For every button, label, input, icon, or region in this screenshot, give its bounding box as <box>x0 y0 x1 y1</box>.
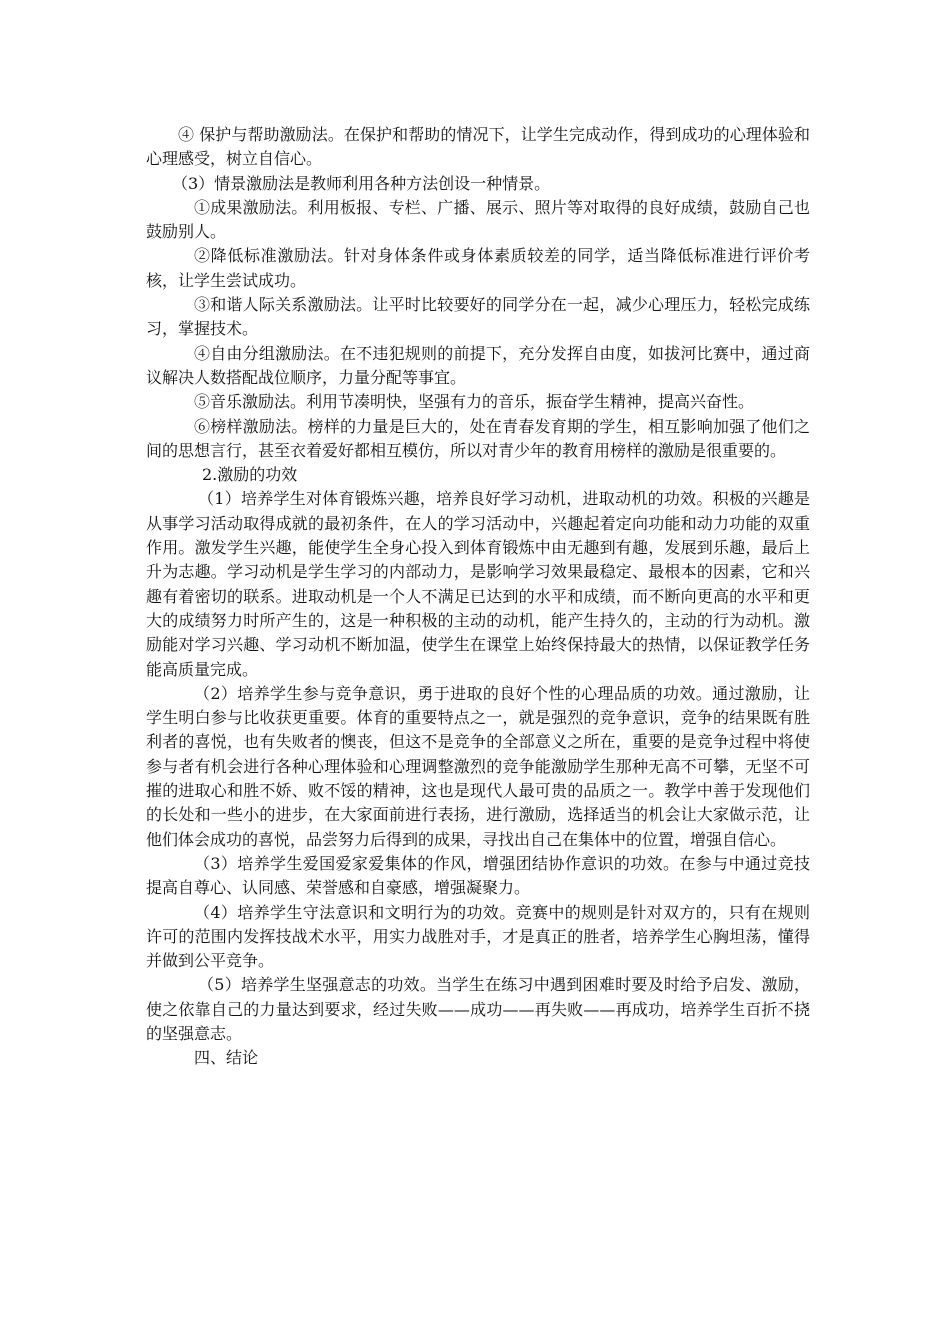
paragraph-effect-1: （1）培养学生对体育锻炼兴趣，培养良好学习动机，进取动机的功效。积极的兴趣是从事学习活动取得成就的最初条件，在人的学习活动中，兴趣起着定向功能和动力功能的双重作用。激发学生兴趣，能使学生全身心投入到体育锻炼中由无趣到有趣，发展到乐趣，最后上升为志趣。学习动机是学生学习的内部动力，是影响学习效果最稳定、最根本的因素，它和兴趣有着密切的联系。进取动机是一个人不满足已达到的水平和成绩，而不断向更高的水平和更大的成绩努力时所产生的，这是一种积极的主动的动机，能产生持久的，主动的行为动机。激励能对学习兴趣、学习动机不断加温，使学生在课堂上始终保持最大的热情，以保证教学任务能高质量完成。 <box>146 489 810 679</box>
paragraph-music-method: ⑤音乐激励法。利用节凑明快，坚强有力的音乐，振奋学生精神，提高兴奋性。 <box>194 392 755 412</box>
paragraph-harmony-method: ③和谐人际关系激励法。让平时比较要好的同学分在一起，减少心理压力，轻松完成练习，掌握技术。 <box>146 295 810 339</box>
paragraph-protect-help-method: ④ 保护与帮助激励法。在保护和帮助的情况下，让学生完成动作，得到成功的心理体验和心理感受，树立自信心。 <box>146 125 810 169</box>
paragraph-effect-3: （3）培养学生爱国爱家爱集体的作风，增强团结协作意识的功效。在参与中通过竞技提高自尊心、认同感、荣誉感和自豪感，增强凝聚力。 <box>146 853 810 898</box>
paragraph-effect-5: （5）培养学生坚强意志的功效。当学生在练习中遇到困难时要及时给予启发、激励，使之依靠自己的力量达到要求，经过失败——成功——再失败——再成功，培养学生百折不挠的坚强意志。 <box>146 975 810 1043</box>
paragraph-role-model-method: ⑥榜样激励法。榜样的力量是巨大的，处在青春发育期的学生，相互影响加强了他们之间的思想言行，甚至衣着爱好都相互模仿，所以对青少年的教育用榜样的激励是很重要的。 <box>146 416 810 460</box>
document-body <box>146 123 810 1071</box>
paragraph-free-grouping-method: ④自由分组激励法。在不违犯规则的前提下，充分发挥自由度，如拔河比赛中，通过商议解决人数搭配战位顺序，力量分配等事宜。 <box>146 343 810 387</box>
section-heading-conclusion: 四、结论 <box>194 1048 259 1068</box>
section-heading-effects: 2.激励的功效 <box>202 465 298 485</box>
paragraph-scenario-method: （3）情景激励法是教师利用各种方法创设一种情景。 <box>172 173 551 193</box>
paragraph-effect-2: （2）培养学生参与竞争意识，勇于进取的良好个性的心理品质的功效。通过激励，让学生明白参与比收获更重要。体育的重要特点之一，就是强烈的竞争意识，竞争的结果既有胜利者的喜悦，也有失败者的懊丧，但这不是竞争的全部意义之所在，重要的是竞争过程中将使参与者有机会进行各种心理体验和心理调整激烈的竞争能激励学生那种无高不可攀，无坚不可摧的进取心和胜不娇、败不馁的精神，这也是现代人最可贵的品质之一。教学中善于发现他们的长处和一些小的进步，在大家面前进行表扬，进行激励，选择适当的机会让大家做示范，让他们体会成功的喜悦，品尝努力后得到的成果，寻找出自己在集体中的位置，增强自信心。 <box>146 683 810 849</box>
paragraph-lower-standard-method: ②降低标准激励法。针对身体条件或身体素质较差的同学，适当降低标准进行评价考核，让学生尝试成功。 <box>146 246 810 290</box>
paragraph-effect-4: （4）培养学生守法意识和文明行为的功效。竞赛中的规则是针对双方的，只有在规则许可的范围内发挥技战术水平，用实力战胜对手，才是真正的胜者，培养学生心胸坦荡，懂得并做到公平竞争。 <box>146 902 810 971</box>
paragraph-achievement-method: ①成果激励法。利用板报、专栏、广播、展示、照片等对取得的良好成绩，鼓励自己也鼓励别人。 <box>146 197 810 242</box>
